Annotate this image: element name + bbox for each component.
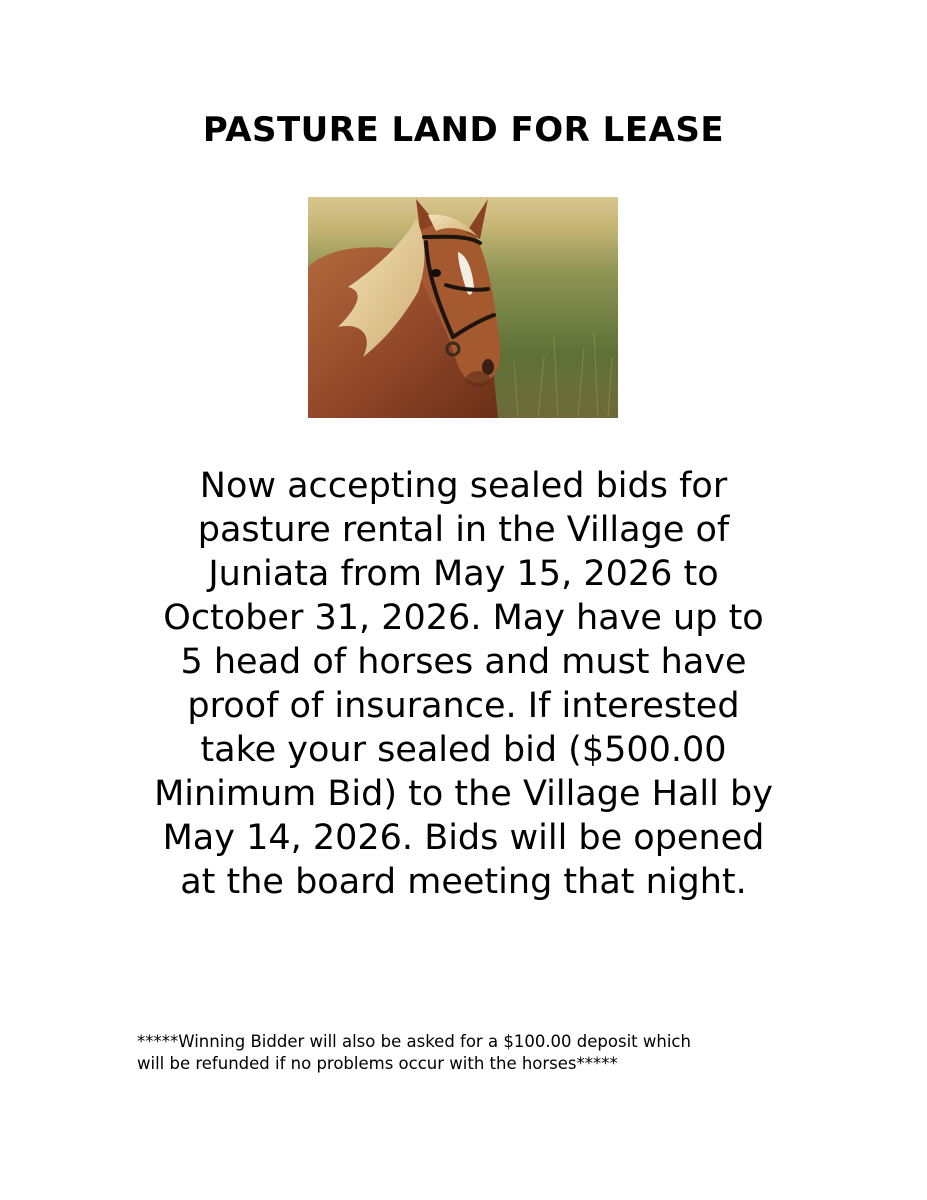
footnote-line: *****Winning Bidder will also be asked for a $100.00 deposit which (137, 1032, 691, 1051)
body-line: Juniata from May 15, 2026 to (208, 554, 719, 594)
body-line: October 31, 2026. May have up to (163, 598, 764, 638)
notice-body (120, 464, 807, 904)
deposit-footnote (137, 1031, 817, 1075)
footnote-line: will be refunded if no problems occur with the horses***** (137, 1054, 618, 1073)
body-line: take your sealed bid ($500.00 (200, 730, 727, 770)
page-title: PASTURE LAND FOR LEASE (202, 110, 725, 150)
body-line: Minimum Bid) to the Village Hall by (154, 774, 773, 814)
horse-photo (308, 197, 618, 418)
body-line: May 14, 2026. Bids will be opened (162, 818, 765, 858)
body-line: pasture rental in the Village of (197, 510, 730, 550)
body-line: proof of insurance. If interested (187, 686, 740, 726)
body-line: Now accepting sealed bids for (199, 466, 728, 506)
body-line: at the board meeting that night. (180, 862, 747, 902)
body-line: 5 head of horses and must have (180, 642, 747, 682)
